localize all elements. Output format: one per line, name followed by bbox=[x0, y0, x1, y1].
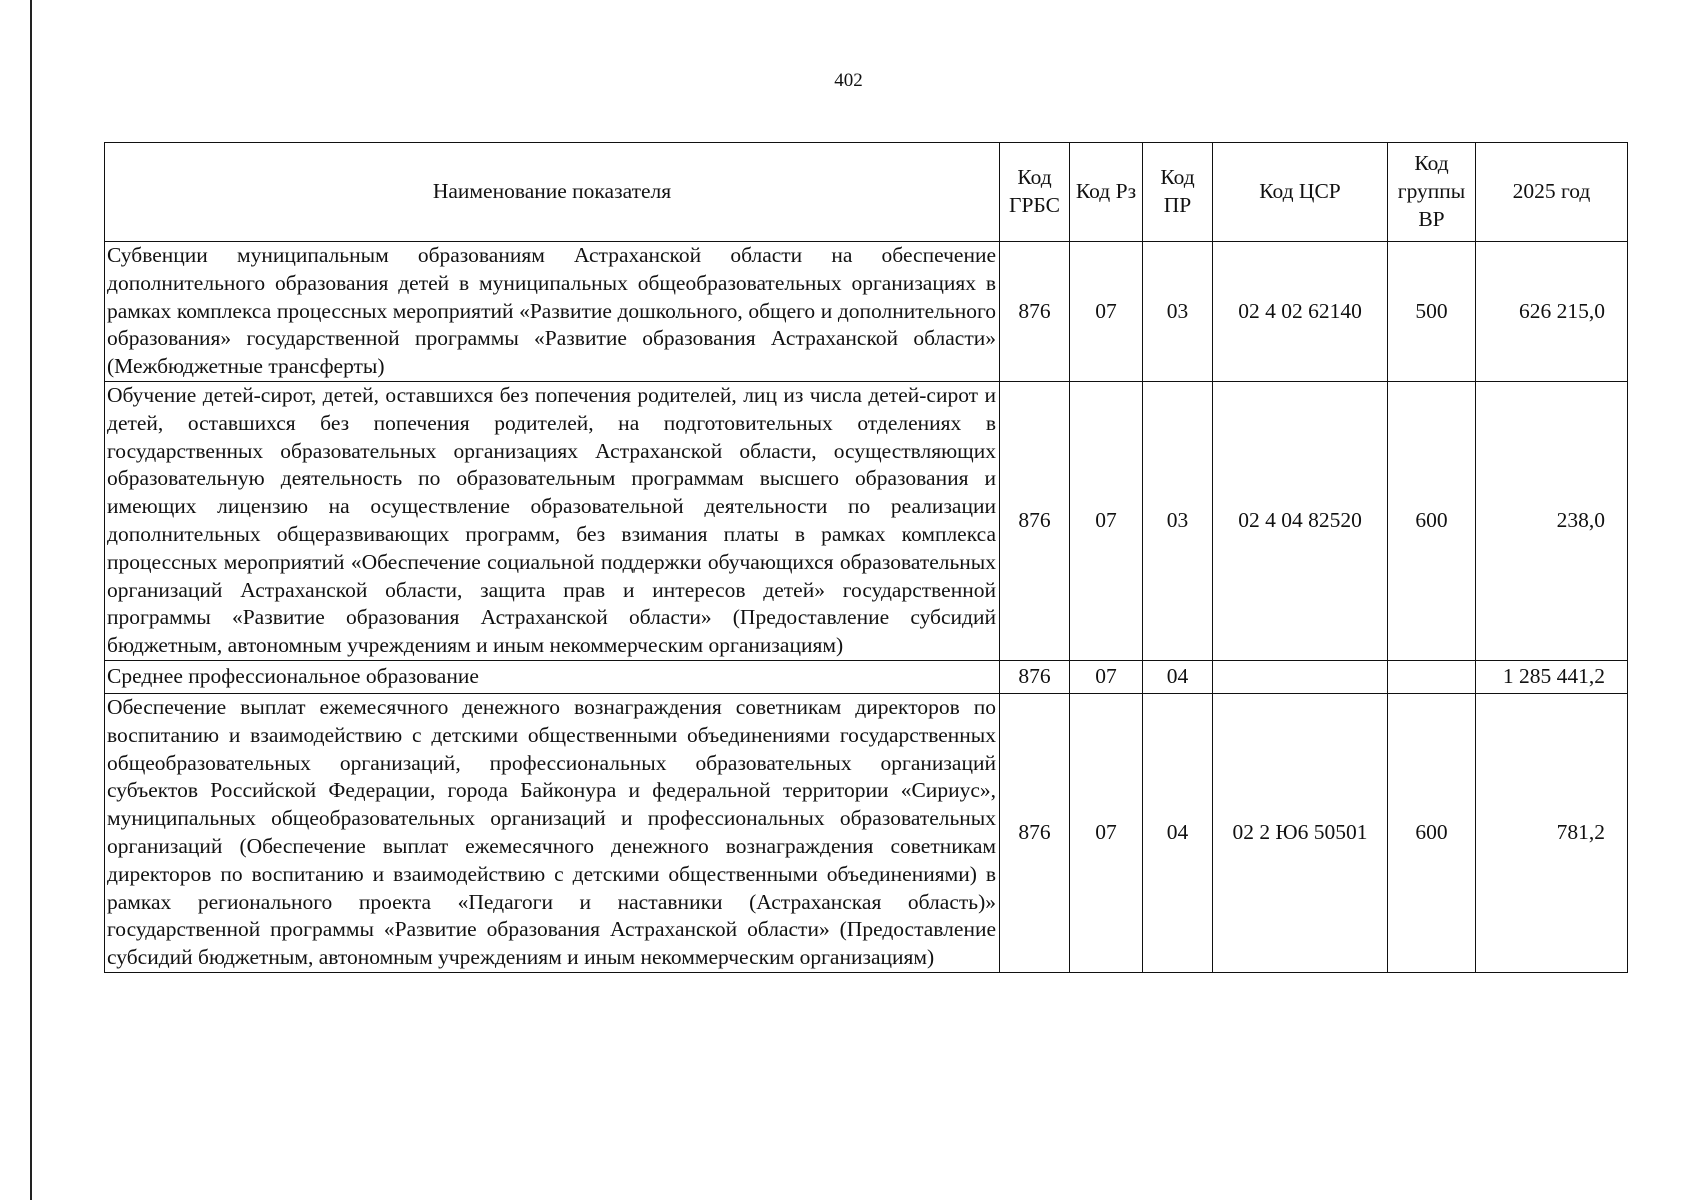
table-row bbox=[105, 660, 1628, 693]
row-vr: 500 bbox=[1388, 242, 1476, 382]
row-amount: 238,0 bbox=[1476, 381, 1628, 660]
row-rz: 07 bbox=[1070, 693, 1143, 972]
row-name: Обеспечение выплат ежемесячного денежного вознаграждения советникам директоров по воспитанию и взаимодействию с детскими общественными объединениями государственных общеобразовательных организаций, профессиональных образовательных организаций субъектов Российской Федерации, города Байконура и федеральной территории «Сириус», муниципальных общеобразовательных организаций и профессиональных образовательных организаций (Обеспечение выплат ежемесячного денежного вознаграждения советникам директоров по воспитанию и взаимодействию с детскими общественными объединениями) в рамках регионального проекта «Педагоги и наставники (Астраханская область)» государственной программы «Развитие образования Астраханской области» (Предоставление субсидий бюджетным, автономным учреждениям и иным некоммерческим организациям) bbox=[105, 693, 1000, 972]
row-rz: 07 bbox=[1070, 381, 1143, 660]
row-csr bbox=[1213, 660, 1388, 693]
left-margin-line bbox=[30, 0, 32, 1200]
row-csr: 02 4 04 82520 bbox=[1213, 381, 1388, 660]
row-amount: 626 215,0 bbox=[1476, 242, 1628, 382]
row-pr: 03 bbox=[1143, 381, 1213, 660]
row-name: Обучение детей-сирот, детей, оставшихся без попечения родителей, лиц из числа детей-сирот и детей, оставшихся без попечения родителей, на подготовительных отделениях в государственных образовательных организациях Астраханской области, осуществляющих образовательную деятельность по образовательным программам высшего образования и имеющих лицензию на осуществление образовательной деятельности по реализации дополнительных общеразвивающих программ, без взимания платы в рамках комплекса процессных мероприятий «Обеспечение социальной поддержки обучающихся образовательных организаций Астраханской области, защита прав и интересов детей» государственной программы «Развитие образования Астраханской области» (Предоставление субсидий бюджетным, автономным учреждениям и иным некоммерческим организациям) bbox=[105, 381, 1000, 660]
header-pr: Код ПР bbox=[1143, 143, 1213, 242]
row-name: Среднее профессиональное образование bbox=[105, 660, 1000, 693]
row-name: Субвенции муниципальным образованиям Астраханской области на обеспечение дополнительного образования детей в муниципальных общеобразовательных организациях в рамках комплекса процессных мероприятий «Развитие дошкольного, общего и дополнительного образования» государственной программы «Развитие образования Астраханской области» (Межбюджетные трансферты) bbox=[105, 242, 1000, 382]
row-amount: 781,2 bbox=[1476, 693, 1628, 972]
row-grbs: 876 bbox=[1000, 660, 1070, 693]
row-grbs: 876 bbox=[1000, 242, 1070, 382]
table-row bbox=[105, 693, 1628, 972]
row-vr: 600 bbox=[1388, 381, 1476, 660]
header-year: 2025 год bbox=[1476, 143, 1628, 242]
row-grbs: 876 bbox=[1000, 693, 1070, 972]
table-row bbox=[105, 381, 1628, 660]
row-csr: 02 2 Ю6 50501 bbox=[1213, 693, 1388, 972]
header-csr: Код ЦСР bbox=[1213, 143, 1388, 242]
row-rz: 07 bbox=[1070, 242, 1143, 382]
header-name: Наименование показателя bbox=[105, 143, 1000, 242]
header-rz: Код Рз bbox=[1070, 143, 1143, 242]
row-amount: 1 285 441,2 bbox=[1476, 660, 1628, 693]
row-grbs: 876 bbox=[1000, 381, 1070, 660]
header-grbs: Код ГРБС bbox=[1000, 143, 1070, 242]
table-row bbox=[105, 242, 1628, 382]
row-vr bbox=[1388, 660, 1476, 693]
page-number: 402 bbox=[834, 70, 863, 91]
row-vr: 600 bbox=[1388, 693, 1476, 972]
row-pr: 04 bbox=[1143, 693, 1213, 972]
header-vr: Код группы ВР bbox=[1388, 143, 1476, 242]
row-pr: 03 bbox=[1143, 242, 1213, 382]
budget-table bbox=[104, 142, 1628, 973]
row-csr: 02 4 02 62140 bbox=[1213, 242, 1388, 382]
row-pr: 04 bbox=[1143, 660, 1213, 693]
table-header-row bbox=[105, 143, 1628, 242]
row-rz: 07 bbox=[1070, 660, 1143, 693]
